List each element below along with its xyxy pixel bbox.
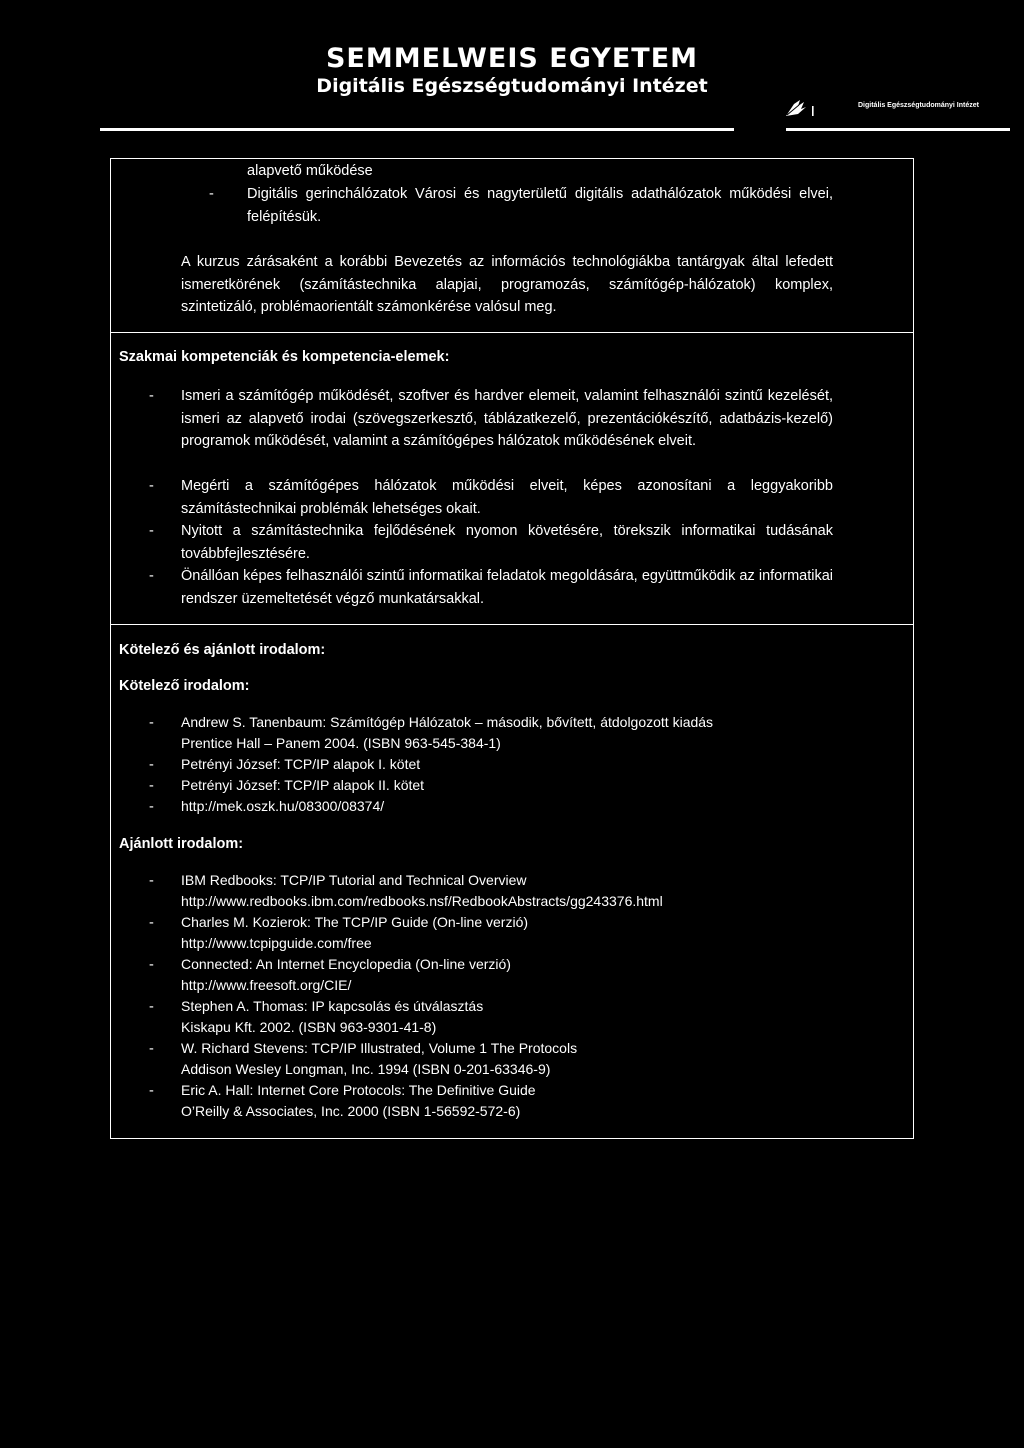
required-ref-link[interactable]: http://mek.oszk.hu/08300/08374/ [181, 798, 385, 814]
continued-item-text: alapvető működése [247, 163, 373, 179]
list-dash: - [149, 778, 154, 794]
university-name: SEMMELWEIS EGYETEM [325, 43, 699, 74]
recommended-ref-link[interactable]: http://www.freesoft.org/CIE/ [181, 977, 352, 993]
recommended-ref-title: W. Richard Stevens: TCP/IP Illustrated, Volume 1 The Protocols [181, 1040, 578, 1056]
institute-name: Digitális Egészségtudományi Intézet [316, 75, 708, 97]
header-rule-right [786, 128, 1010, 131]
header-rule-left [100, 128, 734, 131]
recommended-ref-title: Connected: An Internet Encyclopedia (On-line verzió) [181, 956, 511, 972]
list-dash: - [149, 957, 154, 973]
list-dash: - [149, 999, 154, 1015]
recommended-ref-link[interactable]: http://www.tcpipguide.com/free [181, 935, 372, 951]
required-literature-heading: Kötelező irodalom: [119, 678, 250, 694]
list-dash: - [149, 478, 154, 494]
feather-logo-icon [784, 98, 820, 118]
closing-paragraph: A kurzus zárásaként a korábbi Bevezetés az információs technológiákba tantárgyak által lefedett ismeretkörének (számítástechnika alapjai, programozás, számítógép-hálózatok) komplex, szintetizáló, problémaorientált számonkérése valósul meg. [181, 254, 833, 315]
required-ref-publisher: Prentice Hall – Panem 2004. (ISBN 963-545-384-1) [181, 735, 501, 751]
recommended-ref-title: Stephen A. Thomas: IP kapcsolás és útválasztás [181, 998, 484, 1014]
list-dash: - [149, 715, 154, 731]
list-dash: - [149, 757, 154, 773]
recommended-ref-publisher: Addison Wesley Longman, Inc. 1994 (ISBN 0-201-63346-9) [181, 1061, 551, 1077]
recommended-literature-heading: Ajánlott irodalom: [119, 836, 244, 852]
literature-cell [111, 624, 913, 1138]
literature-heading: Kötelező és ajánlott irodalom: [119, 642, 326, 658]
competencies-cell [111, 332, 913, 624]
page-header [0, 0, 1024, 140]
required-ref-title: Petrényi József: TCP/IP alapok II. kötet [181, 777, 425, 793]
list-dash: - [149, 915, 154, 931]
logo-caption: Digitális Egészségtudományi Intézet [858, 102, 979, 109]
required-ref-title: Andrew S. Tanenbaum: Számítógép Hálózatok – második, bővített, átdolgozott kiadás [181, 714, 714, 730]
recommended-ref-link[interactable]: http://www.redbooks.ibm.com/redbooks.nsf/RedbookAbstracts/gg243376.html [181, 893, 663, 909]
list-dash: - [149, 568, 154, 584]
competency-item: Nyitott a számítástechnika fejlődésének nyomon követésére, törekszik informatikai tudásának továbbfejlesztésére. [181, 523, 833, 562]
list-dash: - [149, 388, 154, 404]
recommended-ref-publisher: Kiskapu Kft. 2002. (ISBN 963-9301-41-8) [181, 1019, 437, 1035]
list-dash: - [149, 799, 154, 815]
competency-item: Megérti a számítógépes hálózatok működési elveit, képes azonosítani a leggyakoribb számítástechnikai problémák lehetséges okait. [181, 478, 833, 517]
course-content-cell [111, 159, 913, 332]
list-dash: - [149, 523, 154, 539]
recommended-ref-publisher: O’Reilly & Associates, Inc. 2000 (ISBN 1-56592-572-6) [181, 1103, 521, 1119]
required-ref-title: Petrényi József: TCP/IP alapok I. kötet [181, 756, 421, 772]
recommended-ref-title: Eric A. Hall: Internet Core Protocols: The Definitive Guide [181, 1082, 536, 1098]
competencies-heading: Szakmai kompetenciák és kompetencia-elemek: [119, 349, 450, 365]
bullet-item-text: Digitális gerinchálózatok Városi és nagyterületű digitális adathálózatok működési elvei, felépítésük. [247, 186, 833, 225]
list-dash: - [209, 186, 214, 202]
list-dash: - [149, 1083, 154, 1099]
recommended-ref-title: IBM Redbooks: TCP/IP Tutorial and Technical Overview [181, 872, 527, 888]
competency-item: Önállóan képes felhasználói szintű informatikai feladatok megoldására, együttműködik az informatikai rendszer üzemeltetését végző munkatársakkal. [181, 568, 833, 607]
recommended-ref-title: Charles M. Kozierok: The TCP/IP Guide (On-line verzió) [181, 914, 529, 930]
syllabus-table [110, 158, 914, 1139]
list-dash: - [149, 873, 154, 889]
list-dash: - [149, 1041, 154, 1057]
competency-item: Ismeri a számítógép működését, szoftver és hardver elemeit, valamint felhasználói szintű kezelését, ismeri az alapvető irodai (szövegszerkesztő, táblázatkezelő, prezentációkészítő, adatbázis-kezelő) programok működését, valamint a számítógépes hálózatok működésének elveit. [181, 388, 833, 449]
